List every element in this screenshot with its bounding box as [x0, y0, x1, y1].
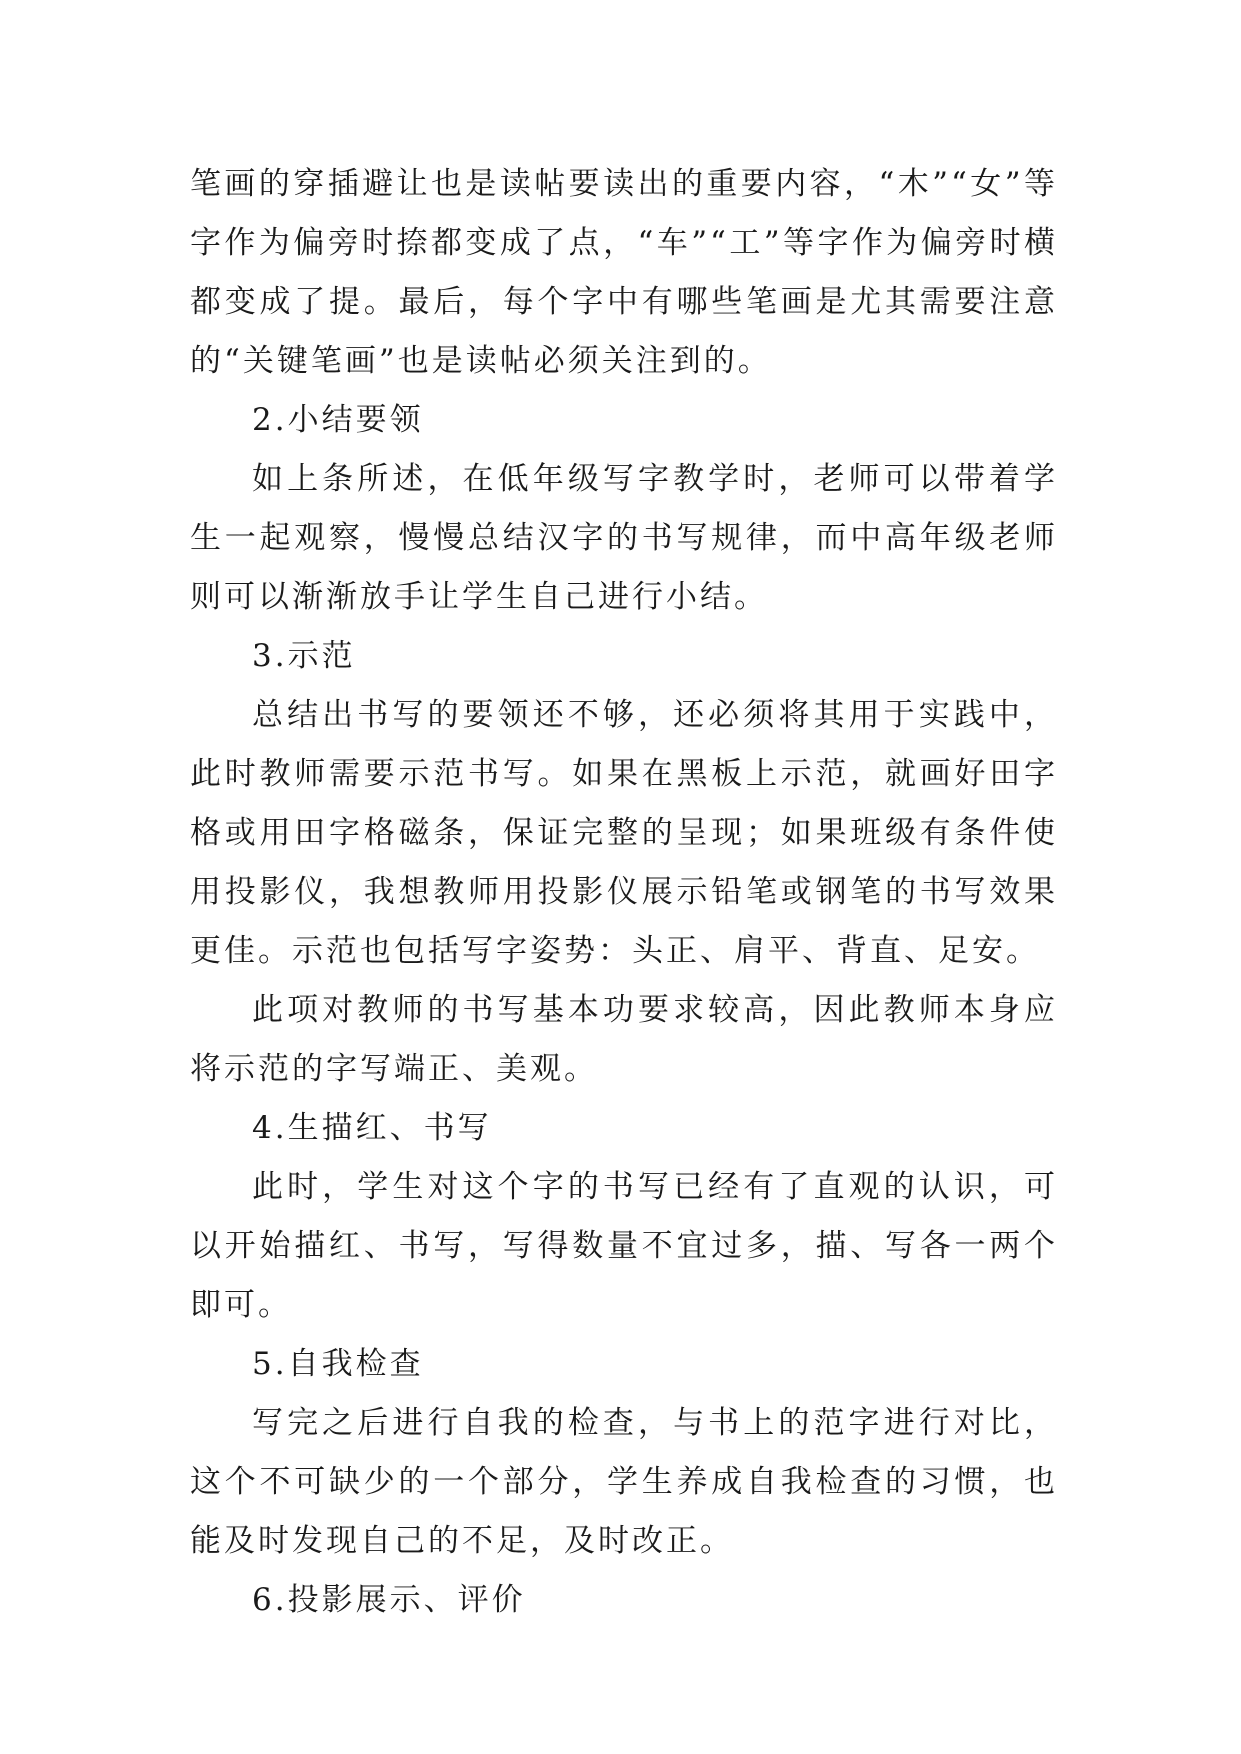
paragraph-tracing-writing: 此时，学生对这个字的书写已经有了直观的认识，可以开始描红、书写，写得数量不宜过多，描、写各一两个即可。 [190, 1169, 1058, 1323]
heading-tracing-writing: 4.生描红、书写 [252, 1110, 492, 1146]
heading-self-check: 5.自我检查 [252, 1346, 424, 1382]
document-body [190, 155, 1058, 1630]
paragraph-demonstration: 总结出书写的要领还不够，还必须将其用于实践中，此时教师需要示范书写。如果在黑板上示范，就画好田字格或用田字格磁条，保证完整的呈现；如果班级有条件使用投影仪，我想教师用投影仪展示铅笔或钢笔的书写效果更佳。示范也包括写字姿势：头正、肩平、背直、足安。 [190, 697, 1058, 969]
heading-summarize-essentials: 2.小结要领 [252, 402, 424, 438]
paragraph-teacher-skill: 此项对教师的书写基本功要求较高，因此教师本身应将示范的字写端正、美观。 [190, 992, 1058, 1087]
paragraph-self-check: 写完之后进行自我的检查，与书上的范字进行对比，这个不可缺少的一个部分，学生养成自我检查的习惯，也能及时发现自己的不足，及时改正。 [190, 1405, 1058, 1559]
heading-projection-evaluation: 6.投影展示、评价 [252, 1582, 526, 1618]
paragraph-stroke-arrangement: 笔画的穿插避让也是读帖要读出的重要内容，“木”“女”等字作为偏旁时捺都变成了点，“车”“工”等字作为偏旁时横都变成了提。最后，每个字中有哪些笔画是尤其需要注意的“关键笔画”也是读帖必须关注到的。 [190, 166, 1058, 379]
heading-demonstration: 3.示范 [252, 638, 356, 674]
paragraph-summarize-essentials: 如上条所述，在低年级写字教学时，老师可以带着学生一起观察，慢慢总结汉字的书写规律，而中高年级老师则可以渐渐放手让学生自己进行小结。 [190, 461, 1058, 615]
